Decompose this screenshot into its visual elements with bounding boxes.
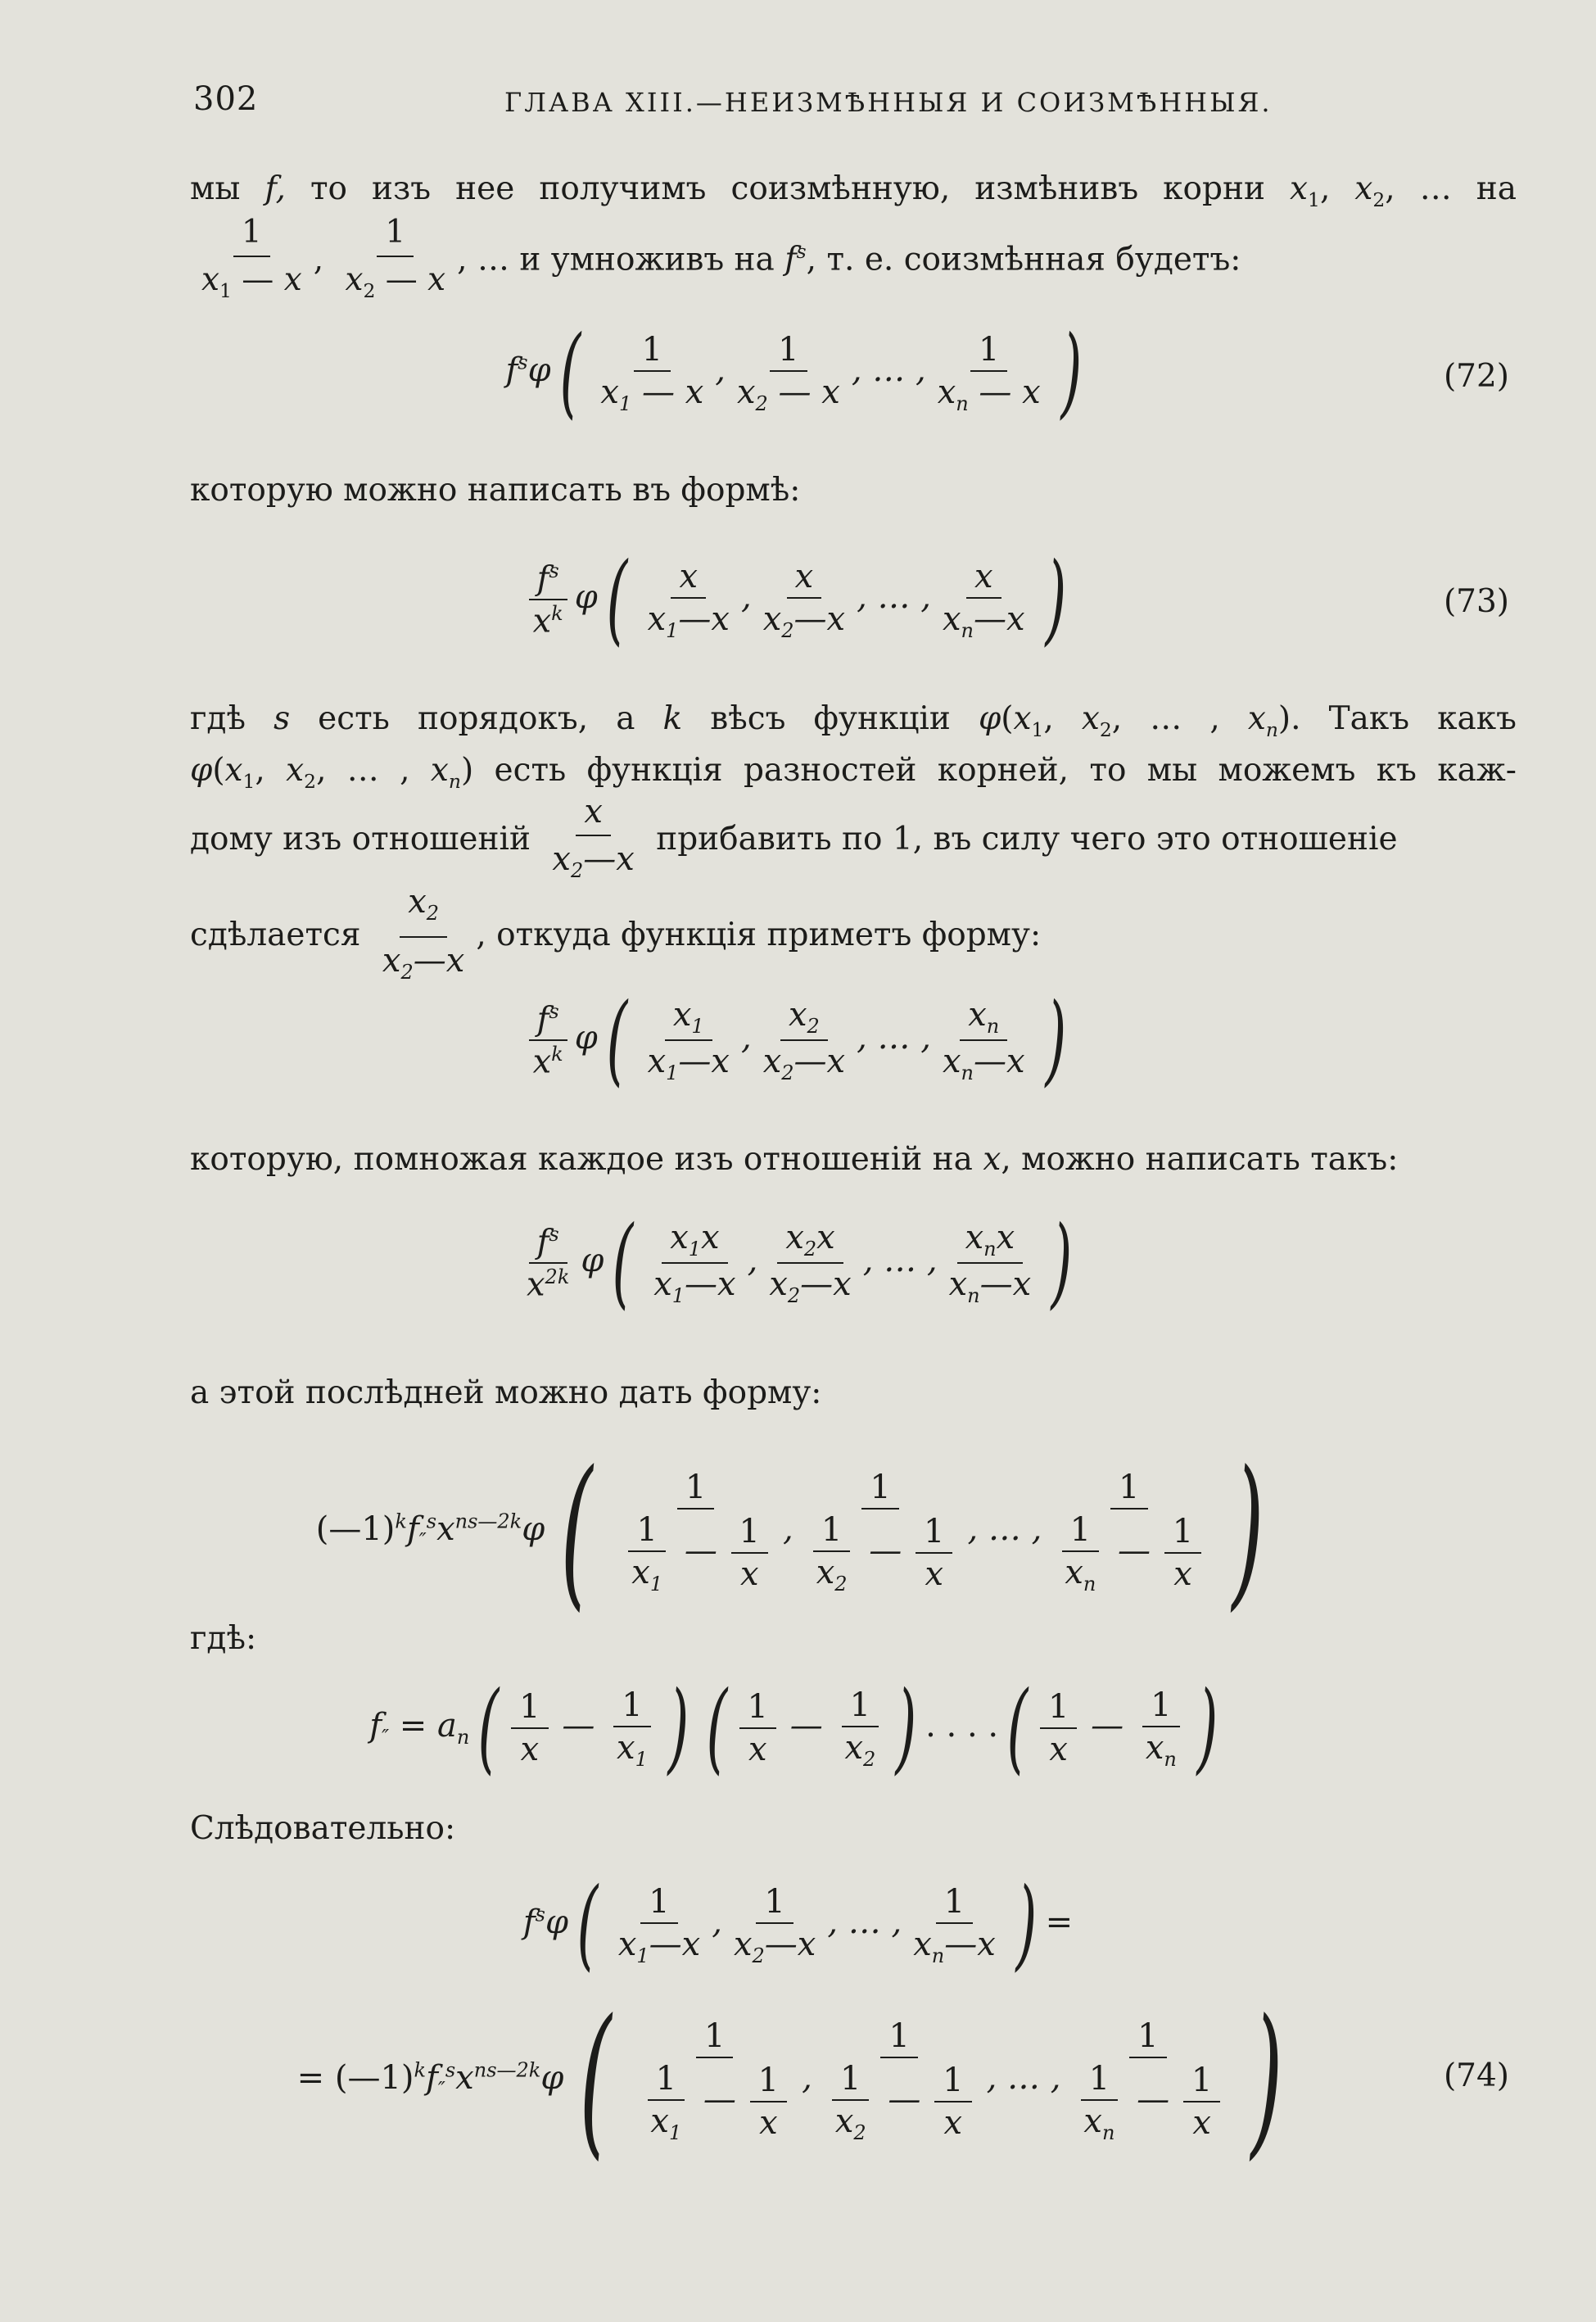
paragraph-line: мы f, то изъ нее получимъ соизмѣнную, измѣнивъ корни $x_1$, $x_2$, … на [190, 170, 1517, 211]
page-header [193, 80, 1514, 129]
equation-number-73: (73) [1443, 583, 1509, 620]
paragraph-line: сдѣлается $\frac{x_2}{x_2—x}$ , откуда функція приметъ форму: [190, 880, 1517, 994]
equation-73: $\frac{f^s}{x^k}$ φ( $\frac{x}{x_1—x}$ , $\frac{x}{x_2—x}$ , … , $\frac{x}{x_n—x}$ ) [0, 550, 1596, 649]
paragraph-line: гдѣ: [190, 1620, 257, 1657]
equation-74-rhs: = $(—1)^kf''^sx^{ns—2k}\varphi$( 1 $\frac{1}{x_1}$ — $\frac{1}{x}$ , 1 $\frac{1}{x_2}$ — $\frac{1}{x}$ , … , 1 $\frac{1}{x_n}$ — $\frac{1}{x}$ ) [296, 1985, 1283, 2175]
equation-number-74: (74) [1443, 2057, 1509, 2094]
equation-number-72: (72) [1443, 358, 1509, 395]
equation-72: $f^s\varphi$( $\frac{1}{x_1 — x}$ , $\frac{1}{x_2 — x}$ , … , $\frac{1}{x_n — x}$ ) [505, 315, 1083, 429]
paragraph-line: дому изъ отношеній $\frac{x}{x_2—x}$ прибавить по 1, въ силу чего это отношеніе [190, 790, 1517, 892]
paragraph-line: которую, помножая каждое изъ отношеній на x, можно написать такъ: [190, 1141, 1399, 1178]
paragraph-line: гдѣ s есть порядокъ, а k вѣсъ функціи $\varphi(x_1$, $x_2$, … , $x_n$). Такъ какъ [190, 700, 1517, 741]
running-title: ГЛАВА XIII.—НЕИЗМѢННЫЯ И СОИЗМѢННЫЯ. [504, 87, 1273, 118]
equation: $\frac{f^s}{x^k}$ φ( $\frac{x_1}{x_1—x}$ , $\frac{x_2}{x_2—x}$ , … , $\frac{x_n}{x_n—x}$ ) [0, 991, 1596, 1089]
paragraph-line: $\varphi(x_1$, $x_2$, … , $x_n$) есть функція разностей корней, то мы можемъ къ каж- [190, 752, 1517, 793]
equation: $(—1)^kf''^sx^{ns—2k}\varphi$( 1 $\frac{1}{x_1}$ — $\frac{1}{x}$ , 1 $\frac{1}{x_2}$ — $\frac{1}{x}$ , … , 1 $\frac{1}{x_n}$ — $\frac{1}{x}$ ) [315, 1436, 1264, 1627]
paragraph-line: которую можно написать въ формѣ: [190, 472, 801, 509]
paragraph-line: $\frac{1}{x_1 — x}$ , $\frac{1}{x_2 — x}$ , … и умноживъ на $f^s$, т. е. соизмѣнная будетъ: [190, 211, 1517, 312]
paragraph-line: а этой послѣдней можно дать форму: [190, 1374, 822, 1411]
equation: $\frac{f^s}{x^{2k}}$ φ( $\frac{x_1x}{x_1—x}$ , $\frac{x_2x}{x_2—x}$ , … , $\frac{x_nx}{x_n—x}$ ) [526, 1206, 1073, 1319]
equation: $f'' = a_n$( $\frac{1}{x}$ — $\frac{1}{x_1}$ ) ( $\frac{1}{x}$ — $\frac{1}{x_2}$ ) . . . .( $\frac{1}{x}$ — $\frac{1}{x_n}$ ) [369, 1671, 1218, 1785]
paragraph-line: Слѣдовательно: [190, 1810, 456, 1847]
equation-74-lhs: $f^s\varphi$( $\frac{1}{x_1—x}$ , $\frac{1}{x_2—x}$ , … , $\frac{1}{x_n—x}$ ) = [522, 1867, 1074, 1981]
page-number: 302 [193, 80, 259, 118]
